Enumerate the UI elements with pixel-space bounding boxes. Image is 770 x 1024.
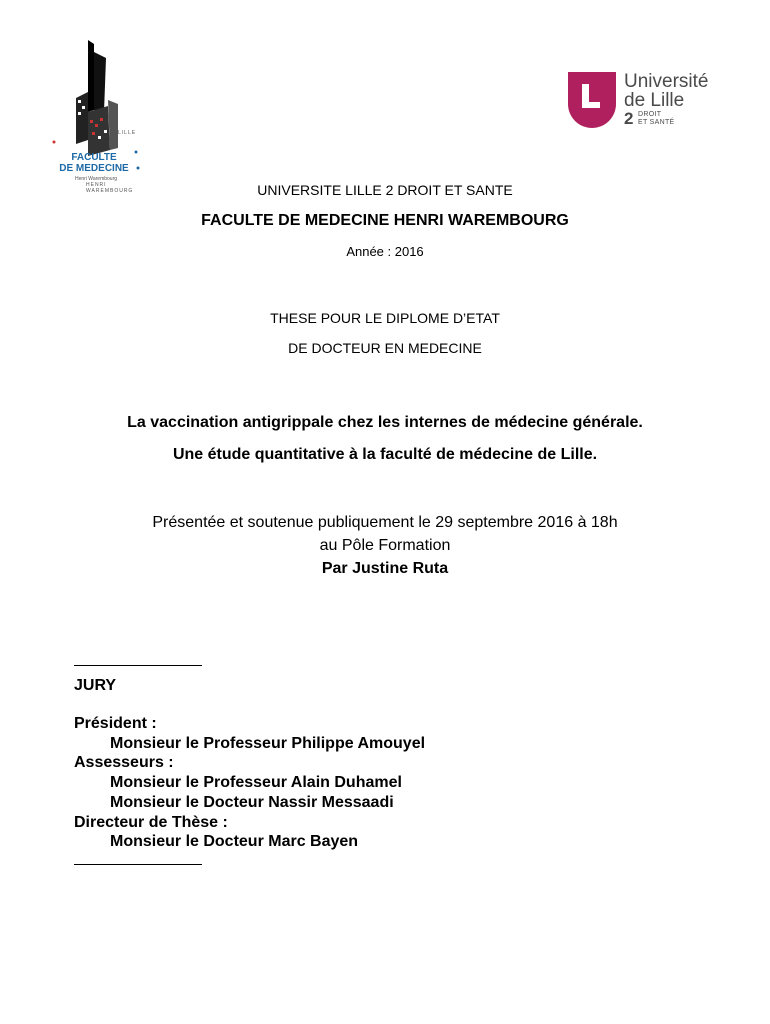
jury-heading: JURY	[74, 677, 117, 694]
thesis-title-line2: Une étude quantitative à la faculté de médecine de Lille.	[172, 446, 598, 463]
director-label: Directeur de Thèse :	[74, 814, 228, 831]
university-name: UNIVERSITE LILLE 2 DROIT ET SANTE	[257, 182, 513, 198]
author: Par Justine Ruta	[321, 560, 449, 577]
university-logo-sub2: ET SANTÉ	[638, 119, 675, 126]
faculty-logo-line2: DE MEDECINE	[59, 163, 129, 174]
divider-top	[74, 665, 202, 666]
faculty-logo	[48, 40, 148, 194]
assessor-2-name: Monsieur le Docteur Nassir Messaadi	[110, 794, 394, 811]
faculty-logo-ring-bottom: HENRI WAREMBOURG	[86, 182, 134, 194]
assessor-1-name: Monsieur le Professeur Alain Duhamel	[110, 774, 402, 791]
academic-year: Année : 2016	[346, 244, 424, 259]
thesis-line2: DE DOCTEUR EN MEDECINE	[288, 340, 482, 356]
thesis-line1: THESE POUR LE DIPLOME D’ETAT	[270, 310, 500, 326]
university-logo-number: 2	[624, 109, 634, 128]
faculty-logo-line3: Henri Warembourg	[74, 176, 118, 182]
university-logo-mark	[568, 72, 616, 128]
faculty-name: FACULTE DE MEDECINE HENRI WAREMBOURG	[201, 212, 569, 229]
director-name: Monsieur le Docteur Marc Bayen	[110, 833, 359, 850]
divider-bottom	[74, 864, 202, 865]
university-logo-line2: de Lille	[624, 90, 685, 111]
presentation-line2: au Pôle Formation	[319, 537, 451, 554]
president-label: Président :	[74, 715, 157, 732]
assessors-label: Assesseurs :	[74, 754, 174, 771]
faculty-logo-ring-top: LILLE	[118, 130, 137, 136]
presentation-line1: Présentée et soutenue publiquement le 29 septembre 2016 à 18h	[152, 514, 618, 531]
president-name: Monsieur le Professeur Philippe Amouyel	[110, 735, 426, 752]
university-logo-line1: Université	[624, 71, 709, 92]
university-logo	[568, 70, 728, 132]
thesis-title-line1: La vaccination antigrippale chez les internes de médecine générale.	[127, 414, 643, 431]
faculty-logo-line1: FACULTE	[71, 152, 117, 163]
university-logo-sub1: DROIT	[638, 111, 662, 118]
